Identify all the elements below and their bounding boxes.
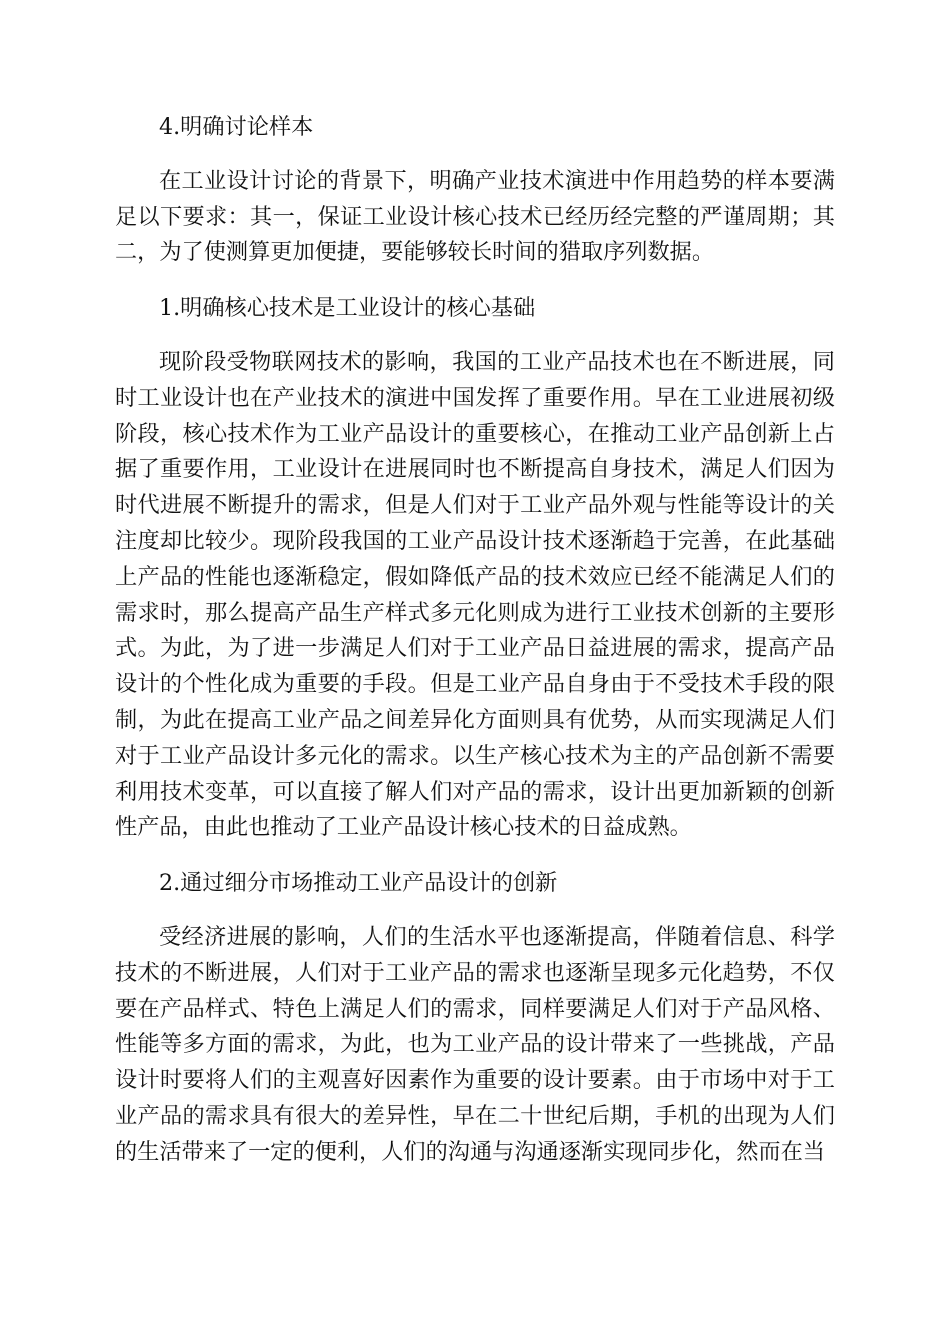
paragraph-sample-requirements: 在工业设计讨论的背景下，明确产业技术演进中作用趋势的样本要满足以下要求：其一，保证工业设计核心技术已经历经完整的严谨周期；其二，为了使测算更加便捷，要能够较长时间的猎取序列数据。: [115, 167, 835, 266]
paragraph-market-segmentation: 受经济进展的影响，人们的生活水平也逐渐提高，伴随着信息、科学技术的不断进展，人们对于工业产品的需求也逐渐呈现多元化趋势，不仅要在产品样式、特色上满足人们的需求，同样要满足人们对于产品风格、性能等多方面的需求，为此，也为工业产品的设计带来了一些挑战，产品设计时要将人们的主观喜好因素作为重要的设计要素。由于市场中对于工业产品的需求具有很大的差异性，早在二十世纪后期，手机的出现为人们的生活带来了一定的便利，人们的沟通与沟通逐渐实现同步化，然而在当: [115, 923, 835, 1165]
document-page: [115, 110, 835, 1191]
section-heading-sample: 4.明确讨论样本: [159, 114, 314, 140]
paragraph-core-technology: 现阶段受物联网技术的影响，我国的工业产品技术也在不断进展，同时工业设计也在产业技术的演进中国发挥了重要作用。早在工业进展初级阶段，核心技术作为工业产品设计的重要核心，在推动工业产品创新上占据了重要作用，工业设计在进展同时也不断提高自身技术，满足人们因为时代进展不断提升的需求，但是人们对于工业产品外观与性能等设计的关注度却比较少。现阶段我国的工业产品设计技术逐渐趋于完善，在此基础上产品的性能也逐渐稳定，假如降低产品的技术效应已经不能满足人们的需求时，那么提高产品生产样式多元化则成为进行工业技术创新的主要形式。为此，为了进一步满足人们对于工业产品日益进展的需求，提高产品设计的个性化成为重要的手段。但是工业产品自身由于不受技术手段的限制，为此在提高工业产品之间差异化方面则具有优势，从而实现满足人们对于工业产品设计多元化的需求。以生产核心技术为主的产品创新不需要利用技术变革，可以直接了解人们对产品的需求，设计出更加新颖的创新性产品，由此也推动了工业产品设计核心技术的日益成熟。: [115, 348, 835, 841]
section-heading-market-segmentation: 2.通过细分市场推动工业产品设计的创新: [159, 870, 558, 897]
section-heading-core-technology: 1.明确核心技术是工业设计的核心基础: [159, 295, 536, 322]
